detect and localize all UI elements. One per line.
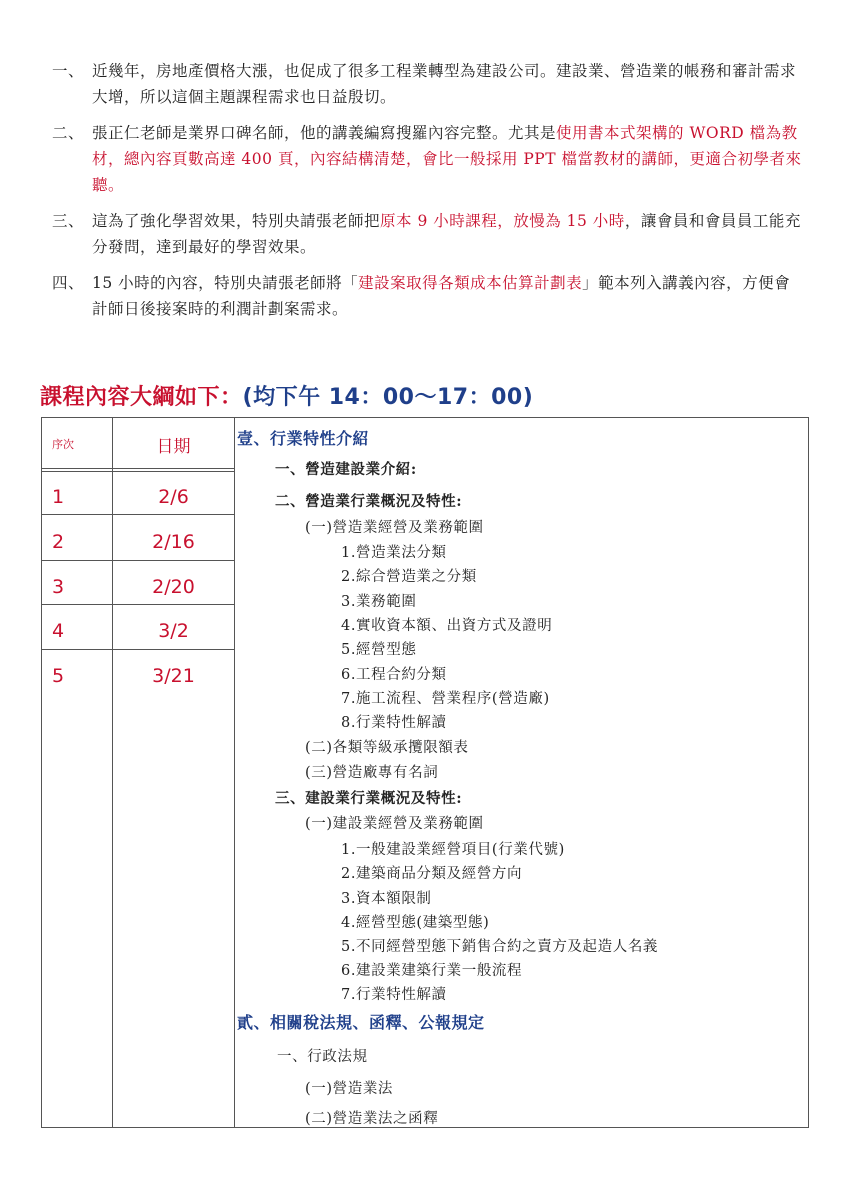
intro-number: 四、 <box>52 274 85 292</box>
outline-item: 4.實收資本額、出資方式及證明 <box>341 618 553 634</box>
outline-item: 5.不同經營型態下銷售合約之賣方及起造人名義 <box>341 939 659 955</box>
outline-item: (一)營造業法 <box>305 1081 394 1097</box>
outline-item: 1.營造業法分類 <box>341 545 447 561</box>
course-schedule-table <box>41 417 809 1128</box>
date-header: 日期 <box>156 437 191 457</box>
outline-item: 4.經營型態(建築型態) <box>341 915 490 931</box>
outline-item: 一、行政法規 <box>277 1049 368 1065</box>
sequence-cell: 1 <box>52 486 65 508</box>
date-cell: 3/21 <box>152 665 195 687</box>
intro-paragraph-1 <box>52 58 802 110</box>
outline-item: 5.經營型態 <box>341 642 417 658</box>
intro-text: 近幾年，房地產價格大漲，也促成了很多工程業轉型為建設公司。建設業、營造業的帳務和審計需求大增，所以這個主題課程需求也日益殷切。 <box>92 62 797 106</box>
divider <box>42 649 112 650</box>
intro-number: 三、 <box>52 212 85 230</box>
sequence-column <box>42 418 113 1127</box>
divider <box>113 514 234 515</box>
outline-section-title: 壹、行業特性介紹 <box>237 429 370 448</box>
outline-item: (三)營造廠專有名詞 <box>305 765 439 781</box>
divider <box>113 649 234 650</box>
sequence-cell: 3 <box>52 576 65 598</box>
outline-item: 三、建設業行業概況及特性: <box>275 790 463 807</box>
divider <box>42 604 112 605</box>
intro-text: 15 小時的內容，特別央請張老師將「建設案取得各類成本估算計劃表」範本列入講義內容，方便會計師日後接案時的利潤計劃案需求。 <box>92 274 791 318</box>
outline-item: 7.行業特性解讀 <box>341 987 447 1003</box>
intro-number: 二、 <box>52 124 85 142</box>
date-cell: 3/2 <box>158 620 189 642</box>
sequence-cell: 4 <box>52 620 65 642</box>
divider <box>113 560 234 561</box>
intro-paragraph-4 <box>52 270 802 322</box>
outline-item: (二)各類等級承攬限額表 <box>305 740 469 756</box>
divider <box>42 514 112 515</box>
outline-section-title: 貳、相關稅法規、函釋、公報規定 <box>237 1013 485 1032</box>
outline-item: 3.業務範圍 <box>341 594 417 610</box>
outline-item: 2.綜合營造業之分類 <box>341 569 477 585</box>
divider <box>42 468 112 469</box>
outline-item: 3.資本額限制 <box>341 891 432 907</box>
outline-content-column <box>235 418 808 1127</box>
intro-number: 一、 <box>52 62 85 80</box>
date-column <box>113 418 235 1127</box>
outline-item: 6.建設業建築行業一般流程 <box>341 963 523 979</box>
sequence-header: 序次 <box>52 438 74 451</box>
outline-item: 6.工程合約分類 <box>341 667 447 683</box>
divider <box>42 560 112 561</box>
date-cell: 2/6 <box>158 486 189 508</box>
outline-item: 8.行業特性解讀 <box>341 715 447 731</box>
intro-paragraph-3 <box>52 208 802 260</box>
intro-text: 張正仁老師是業界口碑名師，他的講義編寫搜羅內容完整。尤其是使用書本式架構的 WORD 檔為教材，總內容頁數高達 400 頁，內容結構清楚，會比一般採用 PPT 檔當教材的講師，更適合初學者來聽。 <box>92 124 802 194</box>
intro-paragraph-2 <box>52 120 802 198</box>
sequence-cell: 5 <box>52 665 65 687</box>
sequence-cell: 2 <box>52 531 65 553</box>
outline-item: (一)建設業經營及業務範圍 <box>305 816 484 832</box>
outline-item: 1.一般建設業經營項目(行業代號) <box>341 842 565 858</box>
date-cell: 2/20 <box>152 576 195 598</box>
date-cell: 2/16 <box>152 531 195 553</box>
outline-item: 二、營造業行業概況及特性: <box>275 493 463 510</box>
outline-item: 一、營造建設業介紹: <box>275 461 417 478</box>
outline-item: 2.建築商品分類及經營方向 <box>341 866 523 882</box>
divider <box>113 604 234 605</box>
outline-item: (二)營造業法之函釋 <box>305 1111 439 1127</box>
intro-section <box>52 58 802 332</box>
divider <box>113 468 234 469</box>
outline-item: 7.施工流程、營業程序(營造廠) <box>341 691 550 707</box>
outline-item: (一)營造業經營及業務範圍 <box>305 520 484 536</box>
intro-text: 這為了強化學習效果，特別央請張老師把原本 9 小時課程，放慢為 15 小時，讓會員和會員員工能充分發問，達到最好的學習效果。 <box>92 212 801 256</box>
course-outline-heading: 課程內容大綱如下：(均下午 14：00～17：00) <box>40 385 534 410</box>
